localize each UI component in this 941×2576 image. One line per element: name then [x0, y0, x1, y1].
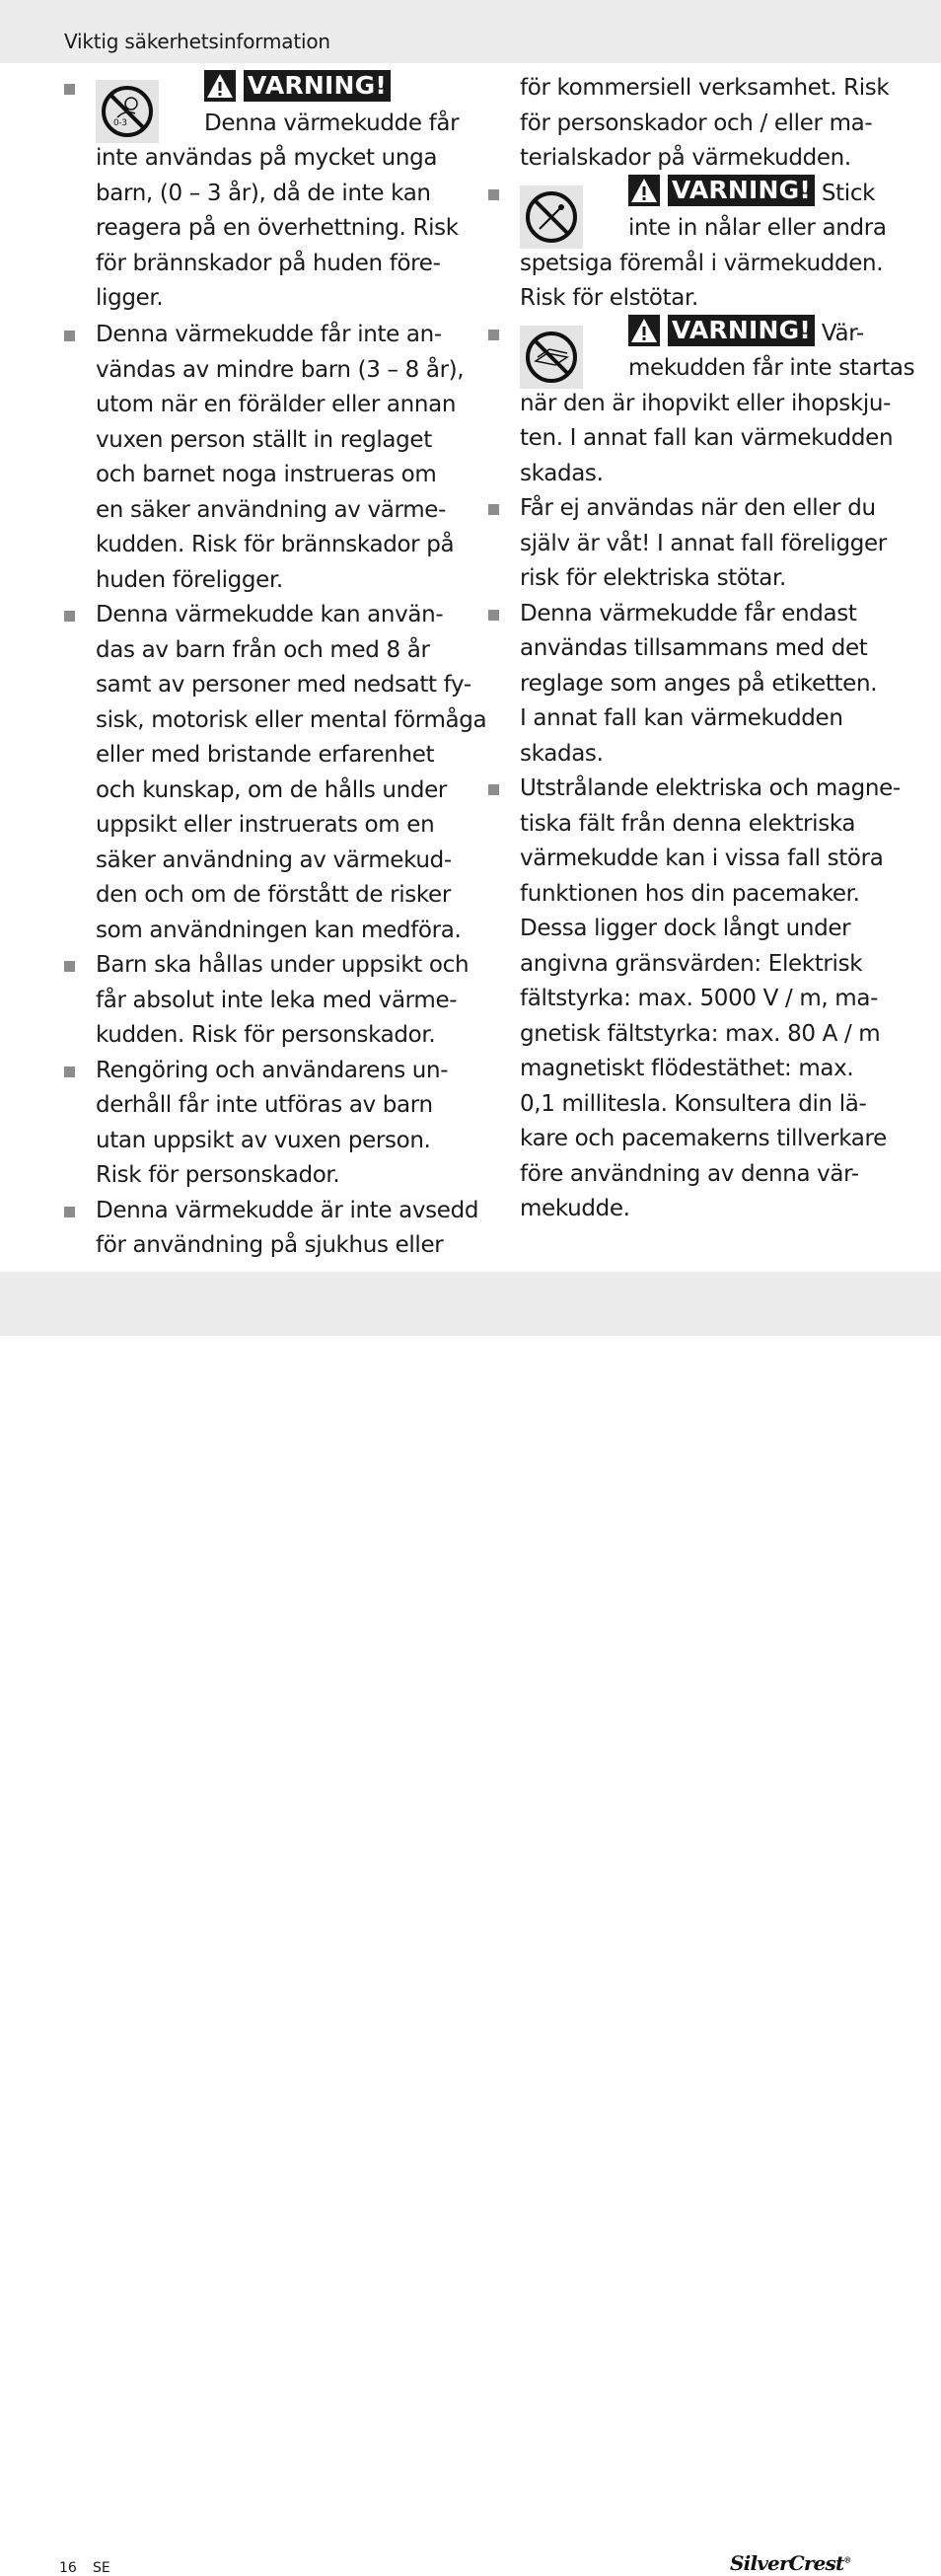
safety-item-cleaning [59, 1054, 464, 1194]
text-line: fältstyrka: max. 5000 V / m, ma- [520, 986, 879, 1011]
text-line: terialskador på värmekudden. [520, 145, 851, 171]
text-line: skadas. [520, 740, 604, 767]
bullet-square [488, 610, 499, 621]
text-line: själv är våt! I annat fall föreligger [520, 530, 887, 556]
safety-item-pacemaker [483, 772, 901, 1227]
text-line: Denna värmekudde får endast [520, 600, 857, 626]
text-line: Dessa ligger dock långt under [520, 916, 851, 941]
safety-item-controller [483, 597, 888, 773]
no-folded-pad-icon [520, 326, 583, 389]
text-line: som användningen kan medföra. [96, 917, 462, 943]
bullet-square [64, 331, 75, 341]
text-line: för personskador och / eller ma- [520, 110, 873, 136]
text-line: Denna värmekudde kan använ- [96, 602, 444, 627]
warning-label: VARNING! [668, 175, 815, 206]
text-line: inte användas på mycket unga [96, 145, 438, 171]
text-line: das av barn från och med 8 år [96, 636, 430, 663]
brand-logo [730, 2551, 851, 2575]
text-line: inte in nålar eller andra [628, 215, 887, 241]
text-fragment: Stick [821, 180, 876, 206]
warning-triangle-icon [204, 70, 236, 102]
safety-item-children-3-8 [59, 318, 464, 598]
text-line: kudden. Risk för personskador. [96, 1022, 436, 1048]
warning-badge [628, 175, 815, 206]
text-line: magnetiskt flödestäthet: max. [520, 1056, 854, 1081]
warning-triangle-icon [628, 175, 660, 206]
text-line: huden föreligger. [96, 566, 283, 593]
text-line: vändas av mindre barn (3 – 8 år), [96, 356, 465, 383]
warning-triangle-icon [628, 315, 660, 346]
warning-badge [628, 315, 815, 346]
text-line: Risk för elstötar. [520, 285, 699, 311]
text-line: kudden. Risk för brännskador på [96, 532, 455, 557]
text-line: spetsiga föremål i värmekudden. [520, 250, 884, 276]
safety-item-continued [483, 71, 888, 177]
page-header [0, 0, 941, 63]
child-0-3-prohibited-icon [96, 80, 159, 143]
text-line: för kommersiell verksamhet. Risk [520, 75, 890, 101]
text-line: samt av personer med nedsatt fy- [96, 672, 471, 698]
text-line: 0,1 millitesla. Konsultera din lä- [520, 1090, 867, 1117]
text-line: gnetisk fältstyrka: max. 80 A / m [520, 1020, 881, 1047]
svg-text:0-3: 0-3 [113, 118, 127, 128]
text-line: ligger. [96, 285, 164, 311]
text-line: Utstrålande elektriska och magne- [520, 775, 901, 801]
right-column [483, 71, 915, 1227]
text-line: en säker användning av värme- [96, 496, 447, 523]
text-line: Risk för personskador. [96, 1162, 340, 1188]
bullet-square [64, 84, 75, 95]
text-line: före användning av denna vär- [520, 1160, 859, 1187]
text-line: risk för elektriska stötar. [520, 565, 786, 591]
text-line: utom när en förälder eller annan [96, 392, 457, 417]
warning-label: VARNING! [244, 70, 391, 102]
safety-item-child-0-3 [59, 71, 464, 318]
page-number: 16 [59, 2560, 77, 2576]
text-line: skadas. [520, 460, 604, 486]
text-line: värmekudde kan i vissa fall störa [520, 846, 884, 871]
safety-item-folded [483, 316, 915, 492]
text-line: tiska fält från denna elektriska [520, 810, 856, 837]
text-line: för användning på sjukhus eller [96, 1232, 444, 1258]
safety-item-supervision [59, 948, 470, 1054]
safety-item-needles [483, 177, 888, 317]
bullet-square [488, 189, 499, 200]
text-line: angivna gränsvärden: Elektrisk [520, 950, 863, 977]
section-title: Viktig säkerhetsinformation [64, 30, 330, 53]
text-line: Rengöring och användarens un- [96, 1057, 449, 1083]
text-line: mekudden får inte startas [628, 355, 915, 381]
text-line: reagera på en överhettning. Risk [96, 215, 459, 241]
bullet-square [488, 504, 499, 515]
text-fragment: Vär- [821, 320, 864, 346]
text-line: Denna värmekudde är inte avsedd [96, 1197, 479, 1223]
no-needles-icon [520, 185, 583, 249]
text-line: sisk, motorisk eller mental förmåga [96, 706, 487, 733]
text-line: den och om de förstått de risker [96, 882, 451, 908]
warning-badge [204, 70, 391, 102]
text-line: Denna värmekudde får [204, 110, 460, 136]
text-line: barn, (0 – 3 år), då de inte kan [96, 180, 431, 206]
text-line: reglage som anges på etiketten. [520, 670, 878, 697]
bullet-square [64, 961, 75, 972]
text-line: kare och pacemakerns tillverkare [520, 1126, 887, 1151]
text-line: Får ej användas när den eller du [520, 495, 876, 521]
safety-item-wet [483, 491, 888, 597]
text-line: säker användning av värmekud- [96, 846, 452, 873]
text-line: när den är ihopvikt eller ihopskju- [520, 390, 892, 416]
text-line: får absolut inte leka med värme- [96, 987, 458, 1013]
language-code: SE [93, 2560, 110, 2576]
page-footer [0, 1272, 941, 2576]
safety-item-hospital-use [59, 1194, 479, 1264]
bullet-square [488, 330, 499, 340]
text-line: och kunskap, om de hålls under [96, 776, 448, 803]
text-line: derhåll får inte utföras av barn [96, 1092, 433, 1118]
left-column [59, 70, 487, 1264]
registered-mark: ® [843, 2554, 851, 2565]
text-line: I annat fall kan värmekudden [520, 705, 843, 731]
brand-name: SilverCrest [730, 2551, 844, 2575]
text-line: och barnet noga instrueras om [96, 462, 437, 487]
text-line: eller med bristande erfarenhet [96, 742, 435, 768]
bullet-square [64, 1067, 75, 1077]
text-line: Barn ska hållas under uppsikt och [96, 952, 470, 978]
text-line: för brännskador på huden före- [96, 250, 441, 276]
bullet-square [64, 611, 75, 622]
bullet-square [64, 1207, 75, 1217]
warning-label: VARNING! [668, 315, 815, 346]
text-line: uppsikt eller instruerats om en [96, 812, 435, 838]
text-line: mekudde. [520, 1196, 630, 1221]
text-line: vuxen person ställt in reglaget [96, 426, 432, 453]
safety-item-children-8-plus [59, 598, 487, 948]
text-line: Denna värmekudde får inte an- [96, 322, 442, 347]
text-line: användas tillsammans med det [520, 635, 868, 661]
bullet-square [488, 784, 499, 795]
text-line: ten. I annat fall kan värmekudden [520, 425, 894, 451]
text-line: utan uppsikt av vuxen person. [96, 1127, 431, 1153]
text-line: funktionen hos din pacemaker. [520, 880, 860, 907]
